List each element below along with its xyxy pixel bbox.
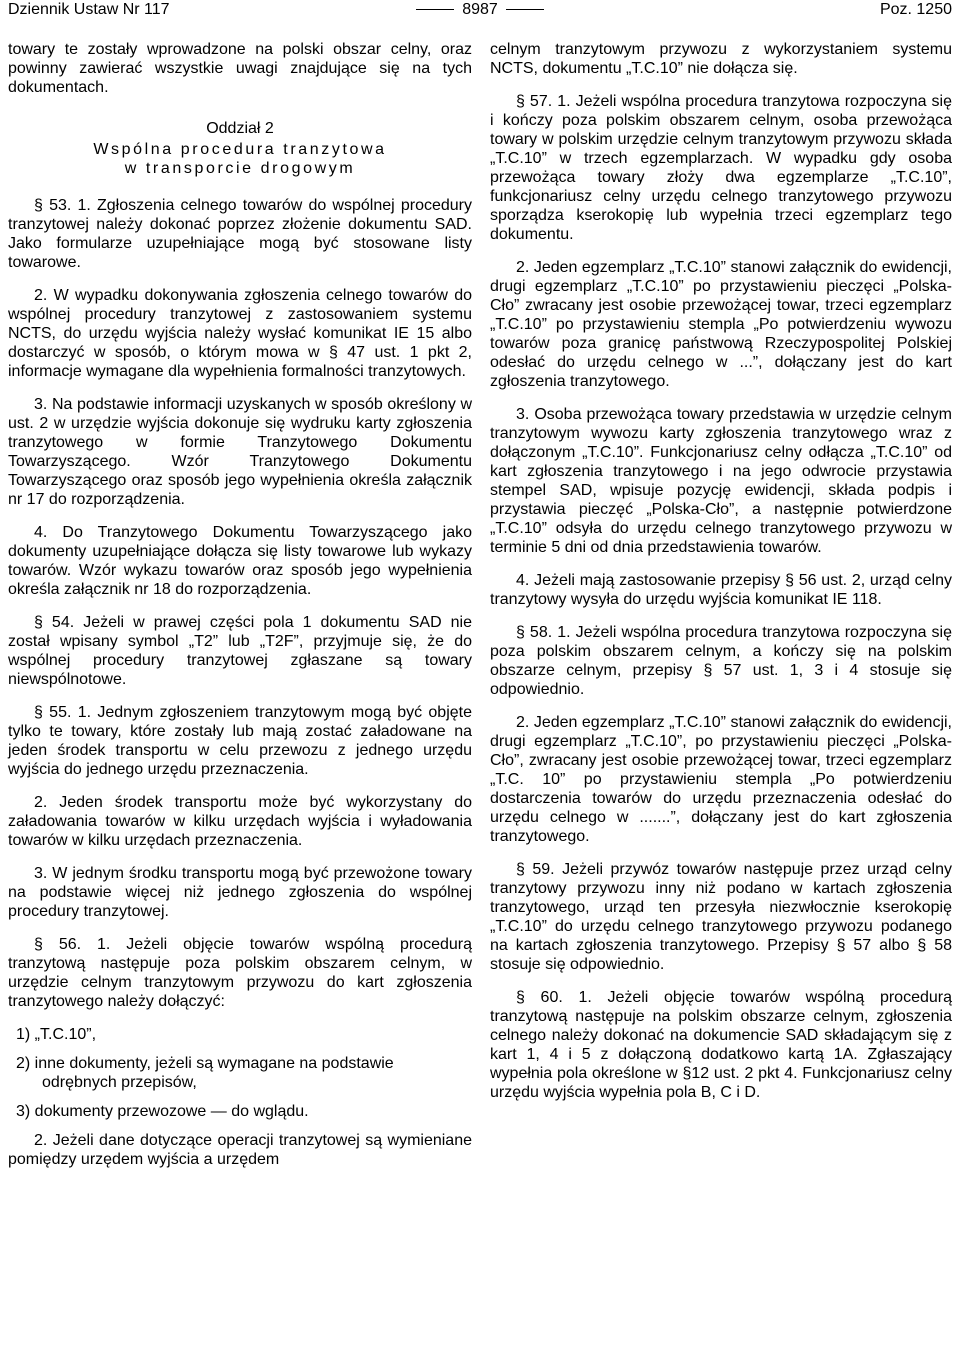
paragraph-57-4: 4. Jeżeli mają zastosowanie przepisy § 56 ust. 2, urząd celny tranzytowy wysyła do urzędu wyjścia komunikat IE 118. bbox=[490, 572, 952, 608]
paragraph-56-1: § 56. 1. Jeżeli objęcie towarów wspólną procedurą tranzytową następuje poza polskim obszarem celnym, w urzędzie celnym tranzytowym przywozu do kart zgłoszenia tranzytowego należy dołączyć: bbox=[8, 936, 472, 1010]
paragraph-58-2: 2. Jeden egzemplarz „T.C.10” stanowi załącznik do ewidencji, drugi egzemplarz „T.C.10”, po przystawieniu pieczęci „Polska-Cło”, zwracany jest osobie przewożącej towar, trzeci egzemplarz „T.C. 10” po przystawieniu stempla „Po potwierdzeniu dostarczenia towarów do urzędu przeznaczenia odesłać do urzędu celnego w .......”, dołączany jest do kart zgłoszenia tranzytowego. bbox=[490, 714, 952, 845]
paragraph: towary te zostały wprowadzone na polski obszar celny, oraz powinny zawierać wszystkie uwagi znajdujące się na tych dokumentach. bbox=[8, 41, 472, 96]
right-column bbox=[490, 40, 952, 1116]
page-number-text: 8987 bbox=[462, 1, 498, 18]
list-item: 3) dokumenty przewozowe — do wglądu. bbox=[16, 1103, 309, 1120]
paragraph-56-2: 2. Jeżeli dane dotyczące operacji tranzytowej są wymieniane pomiędzy urzędem wyjścia a urzędem bbox=[8, 1132, 472, 1168]
paragraph-55-2: 2. Jeden środek transportu może być wykorzystany do załadowania towarów w kilku urzędach wyjścia i wyładowania towarów w kilku urzędach przeznaczenia. bbox=[8, 794, 472, 849]
paragraph-57-2: 2. Jeden egzemplarz „T.C.10” stanowi załącznik do ewidencji, drugi egzemplarz „T.C.10” po przystawieniu pieczęci „Polska-Cło” zwracany jest osobie przewożącej towar, trzeci egzemplarz „T.C.10” po przystawieniu stempla „Po potwierdzeniu wywozu towarów poza granicę państwową Rzeczypospolitej Polskiej odesłać do urzędu celnego w ...”, dołączany jest do kart zgłoszenia tranzytowego. bbox=[490, 259, 952, 390]
paragraph-55-1: § 55. 1. Jednym zgłoszeniem tranzytowym mogą być objęte tylko te towary, które zostały lub mają zostać załadowane na jeden środek transportu w celu przewozu z jednego urzędu wyjścia do jednego urzędu przeznaczenia. bbox=[8, 704, 472, 778]
section-subtitle-line1: Wspólna procedura tranzytowa bbox=[93, 141, 387, 158]
left-column bbox=[8, 40, 472, 1183]
paragraph-57-3: 3. Osoba przewożąca towary przedstawia w urzędzie celnym tranzytowym wywozu karty zgłoszenia tranzytowego wraz z dołączonym „T.C.10”. Funkcjonariusz celny odłącza „T.C.10” od kart zgłoszenia tranzytowego i na jego odwrocie przystawia stempel SAD, wpisuje pozycję ewidencji, składa podpis i przystawia pieczęć „Polska-Cło”, a następnie potwierdzone „T.C.10” odsyła do urzędu celnego tranzytowego przywozu w terminie 5 dni od dnia przedstawienia towarów. bbox=[490, 406, 952, 556]
paragraph-58-1: § 58. 1. Jeżeli wspólna procedura tranzytowa rozpoczyna się poza polskim obszarem celnym, a kończy się na polskim obszarze celnym, przepisy § 57 ust. 1, 3 i 4 stosuje się odpowiednio. bbox=[490, 624, 952, 698]
section-title: Oddział 2 bbox=[206, 120, 274, 137]
paragraph-53-3: 3. Na podstawie informacji uzyskanych w sposób określony w ust. 2 w urzędzie wyjścia dokonuje się wydruku karty zgłoszenia tranzytowego w formie Tranzytowego Dokumentu Towarzyszącego. Wzór Tranzytowego Dokumentu Towarzyszącego oraz sposób jego wypełnienia określa załącznik nr 17 do rozporządzenia. bbox=[8, 396, 472, 508]
paragraph-53-1: § 53. 1. Zgłoszenia celnego towarów do wspólnej procedury tranzytowej należy dokonać poprzez złożenie dokumentu SAD. Jako formularze uzupełniające mogą być stosowane listy towarowe. bbox=[8, 197, 472, 271]
page-header bbox=[8, 0, 952, 24]
paragraph-54: § 54. Jeżeli w prawej części pola 1 dokumentu SAD nie został wpisany symbol „T2” lub „T2F”, przyjmuje się, że do wspólnej procedury tranzytowej zgłaszane są towary niewspólnotowe. bbox=[8, 614, 472, 688]
section-subtitle bbox=[8, 140, 472, 178]
paragraph-53-4: 4. Do Tranzytowego Dokumentu Towarzyszącego jako dokumenty uzupełniające dołącza się listy towarowe lub wykazy towarów. Wzór wykazu towarów oraz sposób jego wypełnienia określa załącznik nr 18 do rozporządzenia. bbox=[8, 524, 472, 598]
paragraph-57-1: § 57. 1. Jeżeli wspólna procedura tranzytowa rozpoczyna się i kończy poza polskim obszarem celnym, osoba przewożąca towary w polskim urzędzie celnym tranzytowym przywozu składa „T.C.10” w trzech egzemplarzach. W wypadku gdy osoba przewożąca towary złoży dwa egzemplarze „T.C.10”, funkcjonariusz celny urzędu celnego tranzytowego przywozu sporządza kserokopię lub wypełnia trzeci egzemplarz tego dokumentu. bbox=[490, 93, 952, 243]
dash-left bbox=[416, 9, 454, 10]
page-number bbox=[8, 0, 952, 20]
journal-title: Dziennik Ustaw Nr 117 bbox=[8, 1, 170, 18]
section-subtitle-line2: w transporcie drogowym bbox=[124, 160, 356, 177]
dash-right bbox=[506, 9, 544, 10]
paragraph-60-1: § 60. 1. Jeżeli objęcie towarów wspólną procedurą tranzytową następuje na polskim obszarze celnym, zgłoszenia celnego należy dokonać na dokumencie SAD składającym się z kart 1, 4 i 5 z dołączoną dodatkowo kartą 1A. Zgłaszający wypełnia pola określone w §12 ust. 2 pkt 4. Funkcjonariusz celny urzędu wyjścia wypełnia pola B, C i D. bbox=[490, 989, 952, 1101]
paragraph-59: § 59. Jeżeli przywóz towarów następuje przez urząd celny tranzytowy przywozu inny niż podano w kartach zgłoszenia tranzytowego, urząd ten przesyła niezwłocznie kserokopię „T.C.10” do urzędu celnego tranzytowego przywozu podanego na kartach zgłoszenia tranzytowego. Przepisy § 57 albo § 58 stosuje się odpowiednio. bbox=[490, 861, 952, 973]
paragraph-53-2: 2. W wypadku dokonywania zgłoszenia celnego towarów do wspólnej procedury tranzytowej z zastosowaniem systemu NCTS, do urzędu wyjścia należy wysłać komunikat IE 15 albo dostarczyć w sposób, o którym mowa w § 47 ust. 1 pkt 2, informacje wymagane dla wypełnienia formalności tranzytowych. bbox=[8, 287, 472, 380]
list-item: 1) „T.C.10”, bbox=[16, 1026, 97, 1043]
paragraph: celnym tranzytowym przywozu z wykorzystaniem systemu NCTS, dokumentu „T.C.10” nie dołącza się. bbox=[490, 41, 952, 77]
paragraph-55-3: 3. W jednym środku transportu mogą być przewożone towary na podstawie więcej niż jednego zgłoszenia do wspólnej procedury tranzytowej. bbox=[8, 865, 472, 920]
list-item: 2) inne dokumenty, jeżeli są wymagane na podstawie odrębnych przepisów, bbox=[16, 1055, 394, 1091]
position-number: Poz. 1250 bbox=[879, 1, 952, 18]
